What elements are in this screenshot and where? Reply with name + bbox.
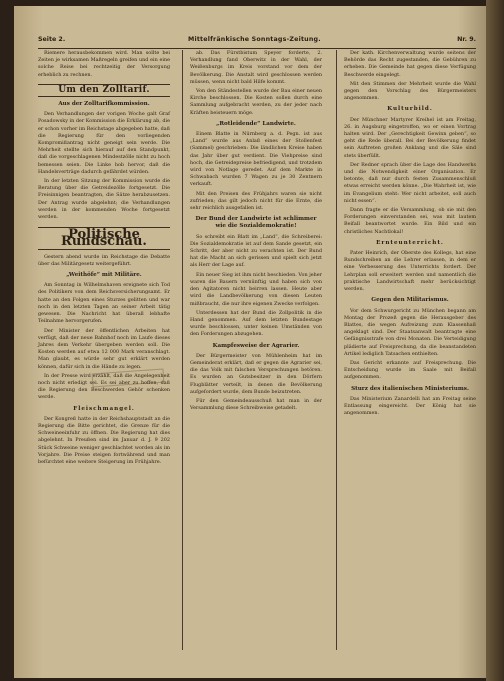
article-paragraph: Das Ministerium Zanardelli hat am Freitag seine Entlassung eingereicht. Der König hat sie angenommen. — [344, 395, 476, 417]
article-paragraph: Mit den Preisen des Frühjahrs waren sie nicht zufrieden; das gilt jedoch nicht für die Ernte, die sehr reichlich ausgefallen ist. — [190, 190, 322, 212]
article-paragraph: Pater Heinrich, der Oberste des Kollegs, hat eine Rundschreiben an die Lehrer erlassen, in dem er eine Verbesserung des Unterrichts fordert. Der Lehrplan soll erweitert werden und namentlich die praktische Landwirtschaft mehr berücksichtigt werden. — [344, 250, 476, 293]
article-paragraph: Der Minister der öffentlichen Arbeiten hat verfügt, daß der neue Bahnhof noch im Laufe dieses Jahres dem Verkehr übergeben werden soll. Die Kosten werden auf etwa 12 000 Mark veranschlagt. Man glaubt, es würde sehr gut erklärt werden können, dafür sich in die Hände zu legen. — [38, 327, 170, 370]
section-heading: Um den Zolltarif. — [38, 84, 170, 97]
article-paragraph: Den Verhandlungen der vorigen Woche galt Graf Posadowsky in der Kommission die Erklärung ab, die er schon vorher im Reichstage abgegeben hatte, daß die Regierung für den vorliegenden Kompromißantrag nicht geneigt sein werde. Die Mehrheit stellte sich hierauf auf den Standpunkt, daß die vorgeschlagenen Mindestzölle nicht zu hoch bemessen seien. Die Linke hob hervor, daß die Handelsverträge dadurch gefährdet würden. — [38, 111, 170, 175]
column-rule — [182, 50, 183, 650]
issue-number: Nr. 9. — [457, 36, 476, 43]
page-number: Seite 2. — [38, 36, 66, 43]
article-paragraph: Der Bürgermeister von Mühlenheim hat im Gemeinderat erklärt, daß er gegen die Agrarier sei, die das Volk mit falschen Versprechungen betören. Es wurden an Gutsbesitzer in den Dörfern Flugblätter verteilt, in denen die Bevölkerung aufgefordert wurde, dem Bunde beizutreten. — [190, 352, 322, 395]
column-rule — [336, 50, 337, 650]
article-subheading: Der Bund der Landwirte ist schlimmer wie die Sozialdemokratie! — [195, 216, 317, 230]
article-paragraph: Für den Gemeindeausschuß hat man in der Versammlung diese Schreibweise getadelt. — [190, 397, 322, 412]
article-paragraph: ab. Das Fürstbistum Speyer forderte, 2. Verhandlung fand Oberwitz in der Wahl, der Weißenburgs im Kreis vorstand vor dem der Bevölkerung. Die Anstalt wird geschlossen werden müssen, wenn nicht bald Hilfe kommt. — [190, 50, 322, 85]
article-paragraph: Dann fragte er die Versammlung, ob sie mit den Forderungen einverstanden sei, was mit lautem Beifall beantwortet wurde. Ein Bild und ein christliches Nachtlokal! — [344, 207, 476, 235]
article-paragraph: Ein neuer Sieg ist ihm nicht beschieden. Von jeher waren die Bauern vernünftig und haben sich von den Agitatoren nicht beirren lassen. Heute aber wird die Landbevölkerung von diesen Leuten mißbraucht, die nur ihre eigenen Zwecke verfolgen. — [190, 271, 322, 307]
article-paragraph: In der Presse wird erzählt, daß die Angelegenheit noch nicht erledigt sei. Es sei aber zu hoffen, daß die Regierung den Beschwerden Gehör schenken werde. — [38, 372, 170, 401]
article-paragraph: Einem Blatte in Nürnberg a. d. Pegn. ist aus „Land“ wurde aus Anlaß eines der Stollenfest (Sammel) geschrieben: Die ländlichen Kreise haben das Jahr über gut verdient. Die Viehpreise sind hoch, die Getreidepreise befriedigend, und trotzdem wird von Notlage geredet. Auf dem Markte in Schwabach wurden 7 Wagen zu je 30 Zentnern verkauft. — [190, 131, 322, 188]
article-paragraph: Der Redner sprach über die Lage des Handwerks und die Notwendigkeit einer Organisation. Er betonte, daß nur durch festen Zusammenschluß etwas erreicht werden könne. „Die Wahrheit ist, wie im Evangelium steht: Wer nicht arbeitet, soll auch nicht essen“. — [344, 161, 476, 204]
article-paragraph: Von den Ständestellen wurde der Bau einer neuen Kirche beschlossen. Die Kosten sollen durch eine Sammlung aufgebracht werden, zu der jeder nach Kräften beisteuern möge. — [190, 88, 322, 116]
article-subheading: Sturz des italienischen Ministeriums. — [351, 385, 469, 392]
article-subheading: Gegen den Militarismus. — [371, 297, 449, 304]
article-subheading: „Weithöfe“ mit Militäre. — [66, 272, 142, 279]
article-subheading: „Rotleidende“ Landwirte. — [216, 120, 296, 127]
article-subheading: Aus der Zolltarifkommission. — [58, 101, 150, 108]
article-paragraph: Am Sonntag in Wilhelmshaven ereignete sich Tod des Politikers von dem Reichsversicherungsamt. Er hatte an den Folgen eines Sturzes gelitten und war noch in den letzten Tagen an seiner Arbeit tätig gewesen. Die Nachricht hat überall lebhafte Teilnahme hervorgerufen. — [38, 282, 170, 325]
article-paragraph: So schreibt ein Blatt im „Land“, die Schreiberei: Die Sozialdemokratie ist auf dem Sande gesetzt, ein Schritt, der aber nicht zu verachten ist. Der Bund hat die Macht an sich gerissen und spielt sich jetzt als Herr der Lage auf. — [190, 233, 322, 269]
adjacent-page-edge — [486, 0, 504, 681]
article-paragraph: Riemere herausbekommen wird. Man sollte bei Zeiten je wirksamen Maßregeln greifen und ein eine solche Reise bei rechtzeitig der Versorgung erheblich zu rechnen. — [38, 50, 170, 78]
article-paragraph: Der Münchner Martyrer Kreihel ist am Freitag, 26. in Augsburg eingetroffen, wo er einen Vortrag halten wird. Der „Gerechtigkeit Gewinn geben“, so geht die Rede überall. Bei der Bevölkerung findet sein Auftreten großen Anklang und die Säle sind stets überfüllt. — [344, 116, 476, 159]
article-paragraph: Gestern abend wurde im Reichstage die Debatte über das Militärgesetz weitergeführt. — [38, 253, 170, 267]
newspaper-title: Mittelfränkische Sonntags-Zeitung. — [188, 36, 321, 43]
article-paragraph: Unterdessen hat der Bund die Zollpolitik in die Hand genommen. Auf dem letzten Bundestage wurde beschlossen, unter keinen Umständen von den Forderungen abzugehen. — [190, 309, 322, 338]
article-paragraph: Der kath. Kirchenverwaltung wurde seitens der Behörde das Recht zugestanden, die Gebühren zu erheben. Die Gemeinde hat gegen diese Verfügung Beschwerde eingelegt. — [344, 50, 476, 78]
section-heading: Politische Rundschau. — [38, 227, 170, 249]
article-subheading: Kulturbild. — [387, 106, 433, 113]
column-3 — [344, 50, 476, 419]
article-subheading: Ernteunterricht. — [376, 239, 444, 246]
column-2 — [190, 50, 322, 414]
page-header — [38, 34, 476, 49]
column-1 — [38, 50, 170, 468]
article-paragraph: Vor dem Schwurgericht zu München begann am Montag der Prozeß gegen die Herausgeber des Blattes, die wegen Aufreizung zum Klassenhaß angeklagt sind. Der Staatsanwalt beantragte eine Gefängnisstrafe von drei Monaten. Die Verteidigung plädierte auf Freisprechung, da die beanstandeten Artikel lediglich Tatsachen enthielten. — [344, 307, 476, 357]
article-subheading: Fleischmangel. — [73, 405, 135, 412]
article-paragraph: Das Gericht erkannte auf Freisprechung. Die Entscheidung wurde im Saale mit Beifall aufgenommen. — [344, 359, 476, 381]
article-paragraph: Der Kongreß hatte in der Reichshauptstadt an die Regierung die Bitte gerichtet, die Grenze für die Schweineeinfuhr zu öffnen. Die Regierung hat dies abgelehnt. In Preußen sind im Januar d. J. 9 202 Stück Schweine weniger geschlachtet worden als im Vorjahre. Die Preise steigen fortwährend und man befürchtet eine weitere Steigerung im Frühjahre. — [38, 415, 170, 465]
article-paragraph: Mit den Stimmen der Mehrheit wurde die Wahl gegen den Vorschlag des Bürgermeisters angenommen. — [344, 80, 476, 102]
newspaper-page — [14, 6, 486, 678]
article-paragraph: In der letzten Sitzung der Kommission wurde die Beratung über die Getreidezölle fortgesetzt. Die Freisinnigen beantragten, die Sätze herabzusetzen. Der Antrag wurde abgelehnt; die Verhandlungen werden in der kommenden Woche fortgesetzt werden. — [38, 178, 170, 221]
article-subheading: Kampfesweise der Agrarier. — [212, 342, 300, 349]
